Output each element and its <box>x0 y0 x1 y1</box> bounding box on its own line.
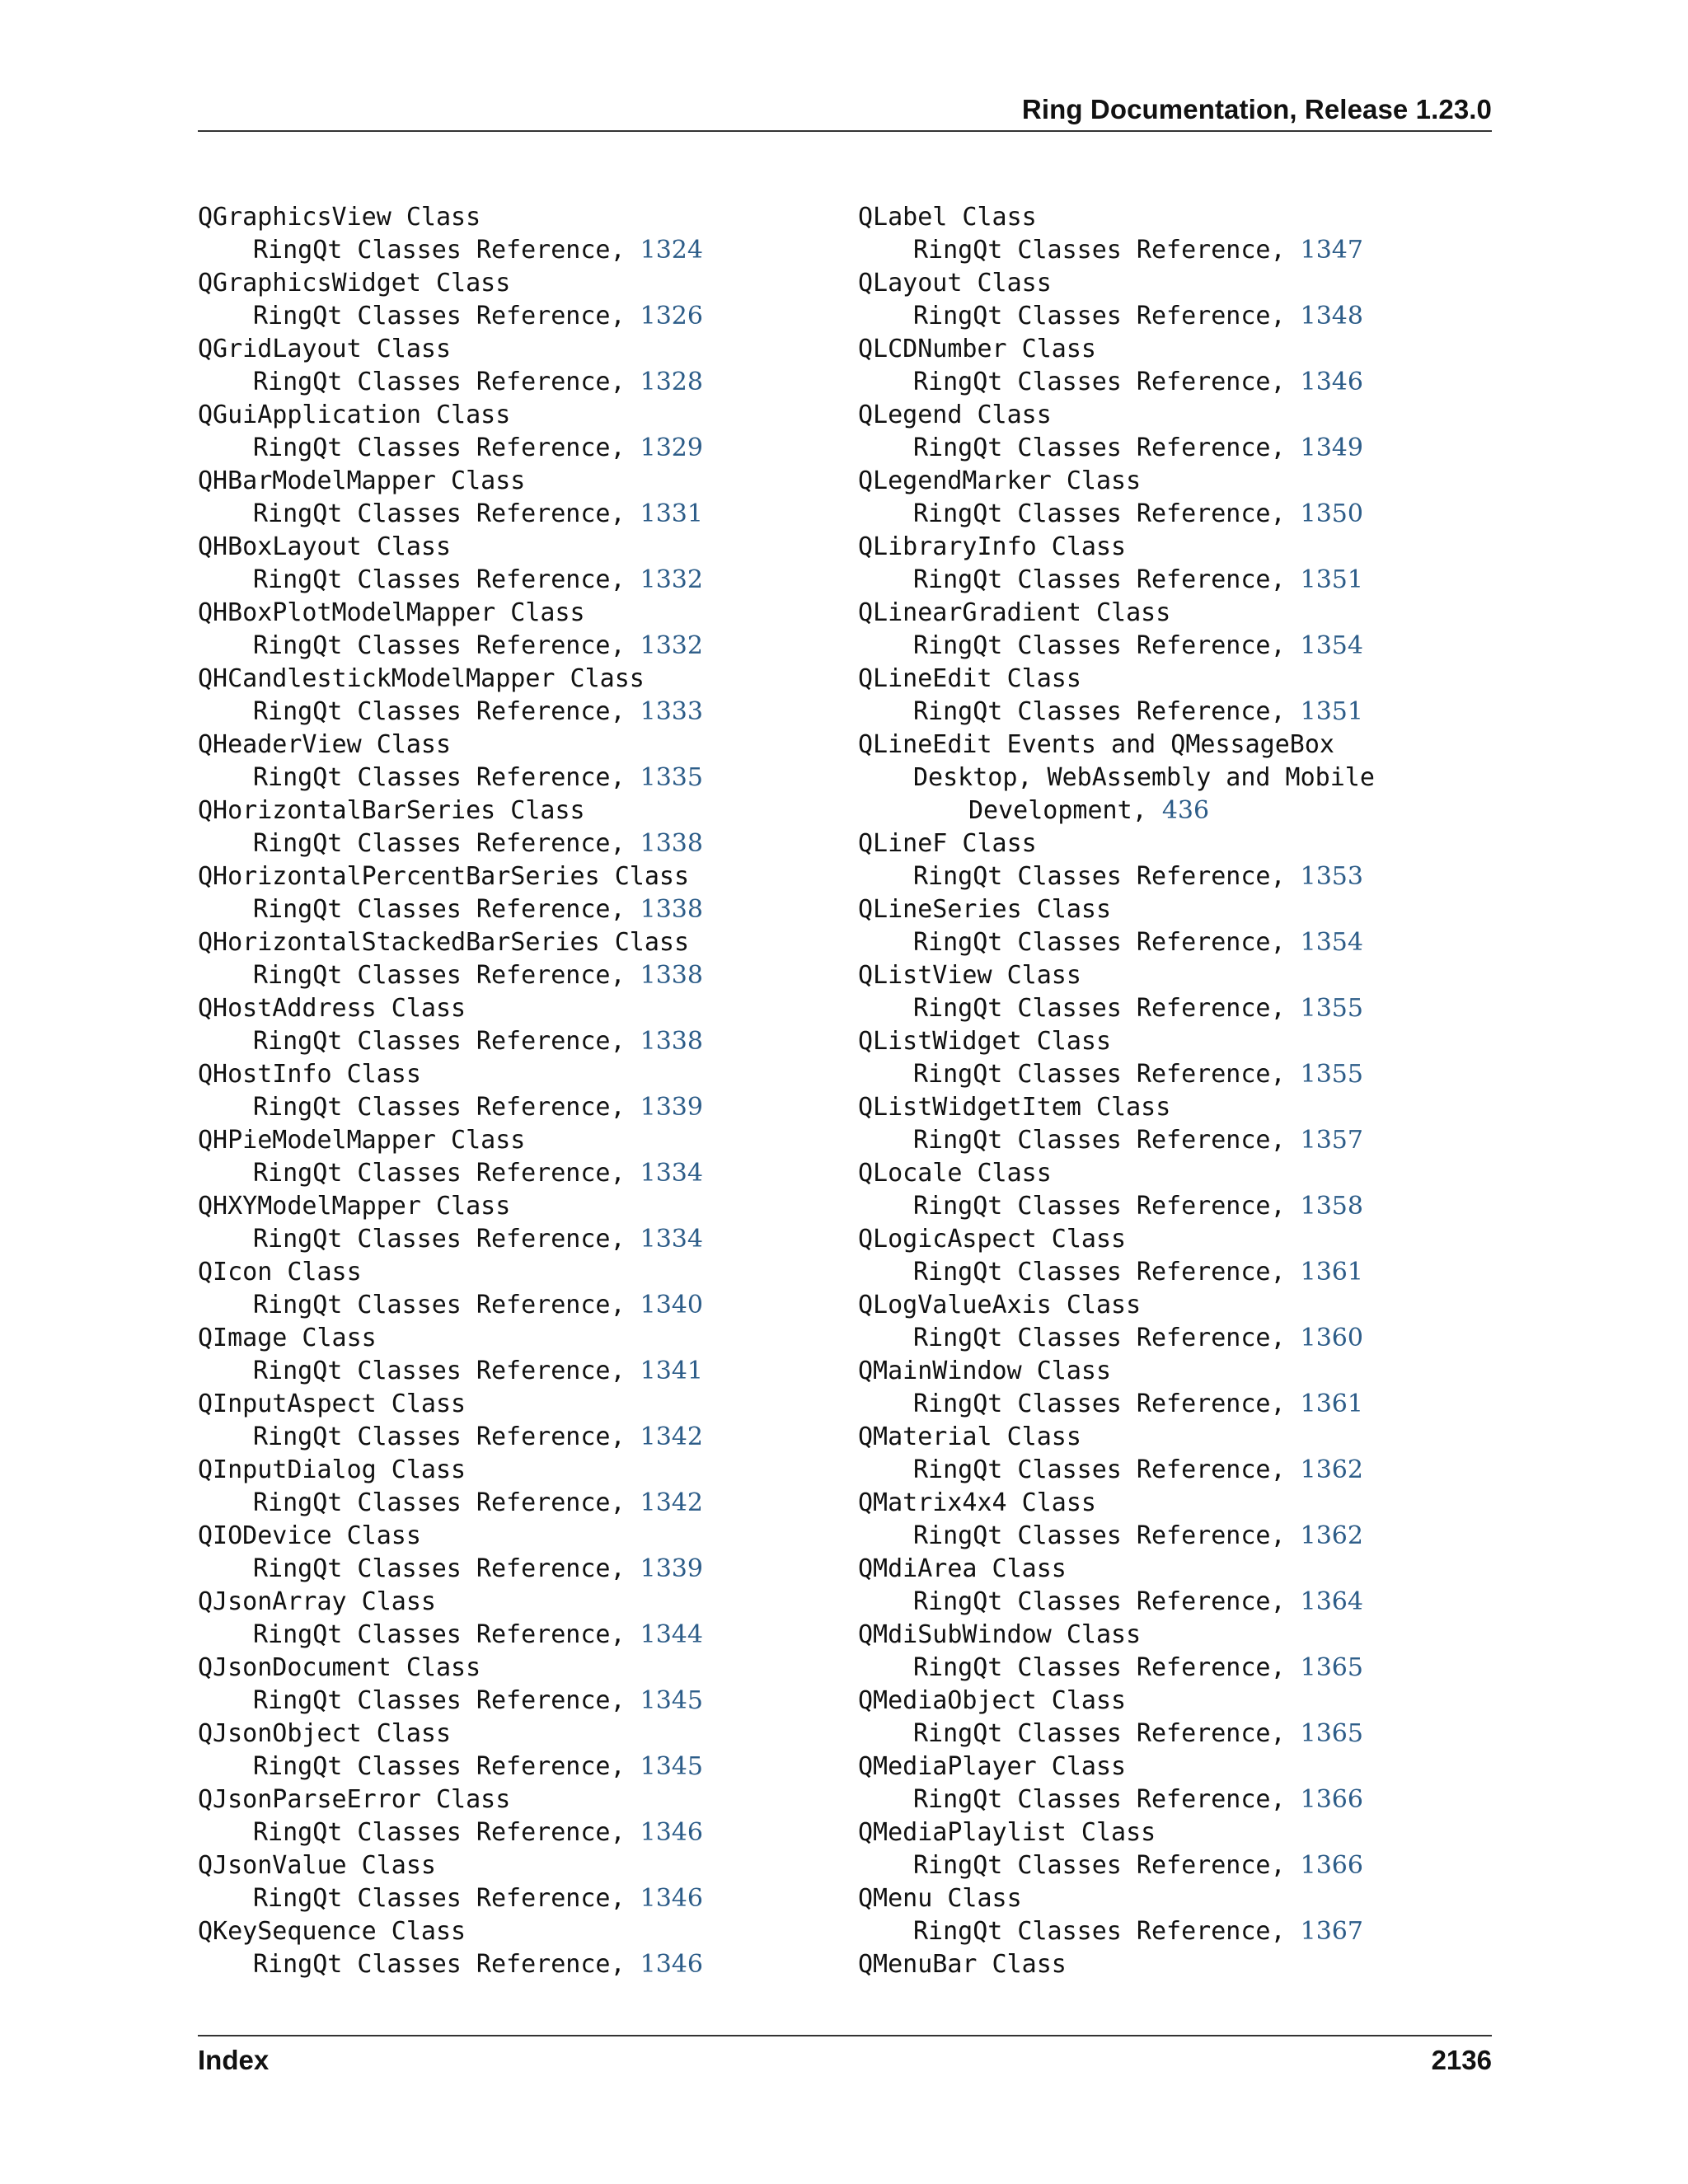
reference-text: RingQt Classes Reference, <box>913 499 1301 528</box>
index-reference <box>858 1718 1435 1750</box>
index-term: QHorizontalBarSeries Class <box>198 796 585 825</box>
page-link[interactable]: 1345 <box>640 1752 703 1781</box>
reference-text: RingQt Classes Reference, <box>913 434 1301 462</box>
reference-text: RingQt Classes Reference, <box>253 895 640 924</box>
index-reference <box>198 1289 775 1322</box>
reference-text: RingQt Classes Reference, <box>913 1126 1301 1155</box>
index-reference <box>198 498 775 531</box>
index-entry <box>198 531 775 597</box>
index-entry <box>858 1948 1435 1981</box>
index-reference <box>858 1322 1435 1355</box>
index-entry <box>858 1553 1435 1619</box>
page-link[interactable]: 1346 <box>640 1884 703 1913</box>
page-link[interactable]: 1366 <box>1300 1851 1363 1880</box>
index-term: QJsonObject Class <box>198 1719 452 1748</box>
reference-text: RingQt Classes Reference, <box>253 961 640 990</box>
index-reference <box>198 564 775 597</box>
page-link[interactable]: 1361 <box>1300 1390 1363 1418</box>
page-link[interactable]: 1332 <box>640 631 703 660</box>
page-link[interactable]: 1353 <box>1300 862 1363 891</box>
index-reference <box>198 432 775 465</box>
page-link[interactable]: 1362 <box>1300 1521 1363 1550</box>
reference-text: RingQt Classes Reference, <box>913 862 1301 891</box>
index-reference <box>198 1025 775 1058</box>
page-link[interactable]: 1341 <box>640 1357 703 1385</box>
page-link[interactable]: 1342 <box>640 1488 703 1517</box>
index-term: QMaterial Class <box>858 1422 1081 1451</box>
index-entry <box>198 1849 775 1915</box>
page-link[interactable]: 1365 <box>1300 1719 1363 1748</box>
index-reference <box>198 1157 775 1190</box>
index-entry <box>858 1685 1435 1750</box>
index-entry <box>198 926 775 992</box>
index-term: QLegend Class <box>858 401 1052 429</box>
index-term: QMediaObject Class <box>858 1686 1127 1715</box>
index-entry <box>198 1256 775 1322</box>
reference-text: RingQt Classes Reference, <box>253 1225 640 1254</box>
page-link[interactable]: 1350 <box>1300 499 1363 528</box>
page-link[interactable]: 1351 <box>1300 697 1363 726</box>
index-reference <box>198 366 775 399</box>
index-reference <box>858 1520 1435 1553</box>
reference-text: RingQt Classes Reference, <box>253 631 640 660</box>
page-link[interactable]: 1342 <box>640 1422 703 1451</box>
index-term: QMatrix4x4 Class <box>858 1488 1096 1517</box>
index-term: QMainWindow Class <box>858 1357 1112 1385</box>
index-entry <box>858 959 1435 1025</box>
index-reference <box>858 1454 1435 1487</box>
index-entry <box>198 1058 775 1124</box>
index-reference <box>858 696 1435 729</box>
index-term: QLibraryInfo Class <box>858 532 1127 561</box>
index-entry <box>858 1421 1435 1487</box>
index-term: QListWidgetItem Class <box>858 1093 1171 1122</box>
index-reference <box>198 959 775 992</box>
index-reference <box>858 234 1435 267</box>
reference-text: RingQt Classes Reference, <box>253 1422 640 1451</box>
index-term: QLayout Class <box>858 269 1052 298</box>
index-reference <box>858 564 1435 597</box>
index-term: QHostInfo Class <box>198 1060 421 1089</box>
reference-text: Desktop, WebAssembly and Mobile <box>913 763 1375 792</box>
reference-text: RingQt Classes Reference, <box>253 763 640 792</box>
index-column-right <box>858 201 1435 1981</box>
page-link[interactable]: 1367 <box>1300 1917 1363 1946</box>
reference-text: RingQt Classes Reference, <box>913 1521 1301 1550</box>
page-link[interactable]: 1354 <box>1300 631 1363 660</box>
page-link[interactable]: 1355 <box>1300 994 1363 1023</box>
index-reference <box>198 1487 775 1520</box>
reference-text: RingQt Classes Reference, <box>913 1587 1301 1616</box>
index-reference <box>858 498 1435 531</box>
index-term: QJsonValue Class <box>198 1851 436 1880</box>
index-term: QLabel Class <box>858 203 1037 232</box>
index-reference <box>858 300 1435 333</box>
index-entry <box>858 267 1435 333</box>
index-entry <box>198 465 775 531</box>
index-entry <box>198 1454 775 1520</box>
index-reference <box>858 366 1435 399</box>
page-link[interactable]: 1344 <box>640 1620 703 1649</box>
index-reference <box>198 630 775 663</box>
page-link[interactable]: 1333 <box>640 697 703 726</box>
index-entry <box>198 1322 775 1388</box>
reference-text: RingQt Classes Reference, <box>913 928 1301 957</box>
index-reference <box>198 1750 775 1783</box>
reference-text: RingQt Classes Reference, <box>253 434 640 462</box>
index-entry <box>198 1718 775 1783</box>
page-link[interactable]: 1332 <box>640 565 703 594</box>
index-reference <box>198 1421 775 1454</box>
index-term: QGraphicsView Class <box>198 203 481 232</box>
index-reference <box>198 696 775 729</box>
page-link[interactable]: 1358 <box>1300 1192 1363 1221</box>
index-term: QHBarModelMapper Class <box>198 466 526 495</box>
index-reference <box>858 1124 1435 1157</box>
index-reference <box>198 1685 775 1718</box>
page-link[interactable]: 1346 <box>1300 368 1363 396</box>
index-reference <box>198 1948 775 1981</box>
page-link[interactable]: 1355 <box>1300 1060 1363 1089</box>
reference-text: RingQt Classes Reference, <box>913 697 1301 726</box>
index-term: QLinearGradient Class <box>858 598 1171 627</box>
page-link[interactable]: 1357 <box>1300 1126 1363 1155</box>
index-term: QHostAddress Class <box>198 994 467 1023</box>
index-reference <box>198 762 775 794</box>
index-term: QLCDNumber Class <box>858 335 1096 363</box>
index-entry <box>198 1388 775 1454</box>
index-term: QHorizontalStackedBarSeries Class <box>198 928 690 957</box>
index-reference <box>198 1619 775 1652</box>
index-reference <box>198 893 775 926</box>
reference-text: RingQt Classes Reference, <box>253 829 640 858</box>
index-entry <box>858 1289 1435 1355</box>
page-link[interactable]: 1331 <box>640 499 703 528</box>
reference-text: RingQt Classes Reference, <box>913 1258 1301 1286</box>
index-entry <box>858 597 1435 663</box>
page-footer <box>198 2035 1492 2078</box>
index-entry <box>198 663 775 729</box>
reference-text: RingQt Classes Reference, <box>253 1488 640 1517</box>
reference-text: RingQt Classes Reference, <box>253 565 640 594</box>
index-entry <box>858 1025 1435 1091</box>
page-link[interactable]: 436 <box>1161 796 1210 825</box>
index-entry <box>858 1091 1435 1157</box>
index-term: QLogicAspect Class <box>858 1225 1127 1254</box>
page-link[interactable]: 1334 <box>640 1225 703 1254</box>
page-link[interactable]: 1351 <box>1300 565 1363 594</box>
index-entry <box>198 597 775 663</box>
index-reference <box>198 1223 775 1256</box>
index-reference <box>858 926 1435 959</box>
reference-text: RingQt Classes Reference, <box>913 1060 1301 1089</box>
page-link[interactable]: 1339 <box>640 1554 703 1583</box>
page-link[interactable]: 1335 <box>640 763 703 792</box>
page-link[interactable]: 1329 <box>640 434 703 462</box>
index-column-left <box>198 201 775 1981</box>
page-header <box>198 91 1492 132</box>
index-reference <box>858 1388 1435 1421</box>
index-term: QJsonDocument Class <box>198 1653 481 1682</box>
index-reference <box>198 1816 775 1849</box>
reference-text: RingQt Classes Reference, <box>253 1884 640 1913</box>
index-term: QGraphicsWidget Class <box>198 269 511 298</box>
page-link[interactable]: 1328 <box>640 368 703 396</box>
page-link[interactable]: 1334 <box>640 1159 703 1188</box>
reference-text: RingQt Classes Reference, <box>253 1159 640 1188</box>
index-entry <box>858 1223 1435 1289</box>
reference-text: RingQt Classes Reference, <box>253 697 640 726</box>
index-entry <box>858 1816 1435 1882</box>
reference-text: RingQt Classes Reference, <box>913 1192 1301 1221</box>
index-term: QHXYModelMapper Class <box>198 1192 511 1221</box>
index-reference <box>198 300 775 333</box>
reference-text: RingQt Classes Reference, <box>253 1357 640 1385</box>
index-reference <box>198 1882 775 1915</box>
page-link[interactable]: 1366 <box>1300 1785 1363 1814</box>
page-link[interactable]: 1346 <box>640 1950 703 1979</box>
index-term: QInputDialog Class <box>198 1455 467 1484</box>
index-reference <box>858 1586 1435 1619</box>
reference-text: RingQt Classes Reference, <box>253 1818 640 1847</box>
reference-text: RingQt Classes Reference, <box>253 1027 640 1056</box>
index-term: QJsonArray Class <box>198 1587 436 1616</box>
index-entry <box>858 333 1435 399</box>
index-term: QMediaPlayer Class <box>858 1752 1127 1781</box>
reference-text: RingQt Classes Reference, <box>913 565 1301 594</box>
index-term: QGuiApplication Class <box>198 401 511 429</box>
index-term: QHBoxPlotModelMapper Class <box>198 598 585 627</box>
index-term: QListWidget Class <box>858 1027 1112 1056</box>
index-term: QInputAspect Class <box>198 1390 467 1418</box>
index-entry <box>198 201 775 267</box>
index-reference <box>858 1190 1435 1223</box>
index-reference <box>858 1783 1435 1816</box>
page-link[interactable]: 1338 <box>640 1027 703 1056</box>
index-entry <box>198 1586 775 1652</box>
index-term: QJsonParseError Class <box>198 1785 511 1814</box>
reference-text: RingQt Classes Reference, <box>253 1950 640 1979</box>
index-term: QIcon Class <box>198 1258 362 1286</box>
index-reference <box>198 1553 775 1586</box>
index-reference <box>858 432 1435 465</box>
index-reference <box>858 630 1435 663</box>
index-term: QMenuBar Class <box>858 1950 1067 1979</box>
index-entry <box>858 1487 1435 1553</box>
index-entry <box>858 201 1435 267</box>
index-term: QHPieModelMapper Class <box>198 1126 526 1155</box>
reference-text: RingQt Classes Reference, <box>913 1917 1301 1946</box>
index-reference <box>858 1849 1435 1882</box>
index-term: QLineEdit Events and QMessageBox <box>858 730 1334 759</box>
index-term: QIODevice Class <box>198 1521 421 1550</box>
reference-text: RingQt Classes Reference, <box>253 1686 640 1715</box>
reference-text: RingQt Classes Reference, <box>253 499 640 528</box>
reference-text: RingQt Classes Reference, <box>253 236 640 265</box>
index-reference <box>858 1915 1435 1948</box>
reference-text: Development, <box>968 796 1162 825</box>
page-link[interactable]: 1338 <box>640 829 703 858</box>
index-reference <box>198 1091 775 1124</box>
index-entry <box>198 1915 775 1981</box>
page-link[interactable]: 1365 <box>1300 1653 1363 1682</box>
index-term: QGridLayout Class <box>198 335 452 363</box>
index-entry <box>198 333 775 399</box>
index-entry <box>858 399 1435 465</box>
index-reference <box>858 860 1435 893</box>
index-entry <box>198 1124 775 1190</box>
reference-text: RingQt Classes Reference, <box>913 368 1301 396</box>
index-reference <box>198 1355 775 1388</box>
reference-text: RingQt Classes Reference, <box>253 1620 640 1649</box>
page-link[interactable]: 1364 <box>1300 1587 1363 1616</box>
reference-text: RingQt Classes Reference, <box>253 1554 640 1583</box>
index-reference <box>858 1256 1435 1289</box>
index-term: QLogValueAxis Class <box>858 1291 1142 1319</box>
index-term: QHeaderView Class <box>198 730 452 759</box>
index-entry <box>198 729 775 794</box>
reference-text: RingQt Classes Reference, <box>253 1093 640 1122</box>
index-reference-continued <box>858 794 1435 827</box>
index-term: QMediaPlaylist Class <box>858 1818 1156 1847</box>
page-link[interactable]: 1360 <box>1300 1324 1363 1352</box>
index-reference <box>858 762 1435 794</box>
index-term: QImage Class <box>198 1324 377 1352</box>
index-term: QKeySequence Class <box>198 1917 467 1946</box>
reference-text: RingQt Classes Reference, <box>913 236 1301 265</box>
reference-text: RingQt Classes Reference, <box>913 1719 1301 1748</box>
page-link[interactable]: 1346 <box>640 1818 703 1847</box>
index-term: QHBoxLayout Class <box>198 532 452 561</box>
page-link[interactable]: 1354 <box>1300 928 1363 957</box>
reference-text: RingQt Classes Reference, <box>913 1324 1301 1352</box>
index-term: QLineF Class <box>858 829 1037 858</box>
index-term: QLineSeries Class <box>858 895 1112 924</box>
page-number: 2136 <box>1431 2045 1492 2075</box>
index-entry <box>858 663 1435 729</box>
page-link[interactable]: 1324 <box>640 236 703 265</box>
footer-section: Index <box>198 2045 270 2075</box>
page-link[interactable]: 1349 <box>1300 434 1363 462</box>
index-entry <box>198 1652 775 1718</box>
index-term: QMdiSubWindow Class <box>858 1620 1142 1649</box>
index-reference <box>858 1058 1435 1091</box>
page-link[interactable]: 1338 <box>640 895 703 924</box>
index-entry <box>198 992 775 1058</box>
index-term: QLineEdit Class <box>858 664 1081 693</box>
index-entry <box>858 1750 1435 1816</box>
reference-text: RingQt Classes Reference, <box>913 1851 1301 1880</box>
index-entry <box>858 1882 1435 1948</box>
reference-text: RingQt Classes Reference, <box>913 994 1301 1023</box>
index-entry <box>858 1157 1435 1223</box>
index-entry <box>198 794 775 860</box>
index-term: QLocale Class <box>858 1159 1052 1188</box>
index-entry <box>198 1783 775 1849</box>
index-entry <box>858 531 1435 597</box>
reference-text: RingQt Classes Reference, <box>253 1752 640 1781</box>
page-link[interactable]: 1338 <box>640 961 703 990</box>
index-reference <box>858 1652 1435 1685</box>
index-entry <box>858 465 1435 531</box>
index-entry <box>198 860 775 926</box>
reference-text: RingQt Classes Reference, <box>913 1653 1301 1682</box>
reference-text: RingQt Classes Reference, <box>253 368 640 396</box>
index-entry <box>858 1619 1435 1685</box>
document-title: Ring Documentation, Release 1.23.0 <box>1021 94 1492 124</box>
index-reference <box>198 827 775 860</box>
index-entry <box>858 893 1435 959</box>
index-entry <box>858 827 1435 893</box>
reference-text: RingQt Classes Reference, <box>913 1785 1301 1814</box>
index-entry <box>198 399 775 465</box>
reference-text: RingQt Classes Reference, <box>913 1390 1301 1418</box>
page-link[interactable]: 1326 <box>640 302 703 330</box>
page-link[interactable]: 1340 <box>640 1291 703 1319</box>
page-link[interactable]: 1348 <box>1300 302 1363 330</box>
page-link[interactable]: 1362 <box>1300 1455 1363 1484</box>
index-reference <box>858 992 1435 1025</box>
index-term: QHCandlestickModelMapper Class <box>198 664 645 693</box>
reference-text: RingQt Classes Reference, <box>913 631 1301 660</box>
reference-text: RingQt Classes Reference, <box>253 302 640 330</box>
reference-text: RingQt Classes Reference, <box>913 302 1301 330</box>
index-entry <box>858 1355 1435 1421</box>
reference-text: RingQt Classes Reference, <box>253 1291 640 1319</box>
page-link[interactable]: 1339 <box>640 1093 703 1122</box>
page-link[interactable]: 1347 <box>1300 236 1363 265</box>
index-entry <box>198 1190 775 1256</box>
reference-text: RingQt Classes Reference, <box>913 1455 1301 1484</box>
page-link[interactable]: 1361 <box>1300 1258 1363 1286</box>
index-term: QListView Class <box>858 961 1081 990</box>
page-link[interactable]: 1345 <box>640 1686 703 1715</box>
index-entry <box>858 729 1435 827</box>
index-term: QMdiArea Class <box>858 1554 1067 1583</box>
index-reference <box>198 234 775 267</box>
index-term: QHorizontalPercentBarSeries Class <box>198 862 690 891</box>
index-term: QLegendMarker Class <box>858 466 1142 495</box>
index-entry <box>198 1520 775 1586</box>
index-entry <box>198 267 775 333</box>
index-term: QMenu Class <box>858 1884 1022 1913</box>
